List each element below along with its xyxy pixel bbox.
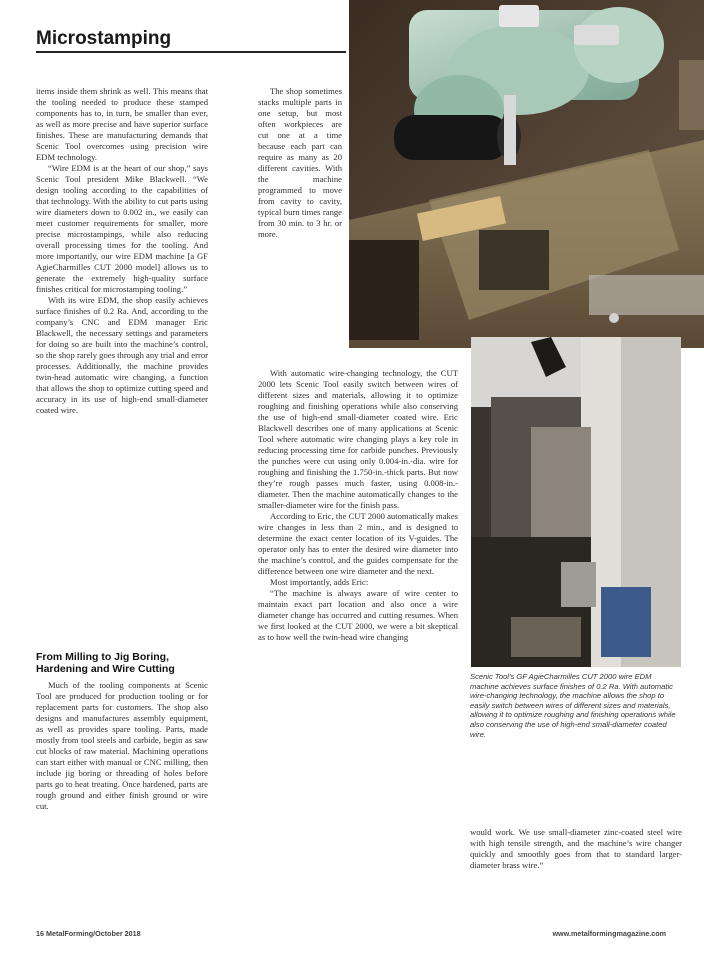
col2-paragraph-4: Most importantly, adds Eric: — [270, 577, 369, 587]
column-2-lower — [258, 368, 458, 904]
footer-website: www.metalformingmagazine.com — [552, 929, 666, 938]
col1-paragraph-3: With its wire EDM, the shop easily achieves surface finishes of 0.2 Ra. And, according to the company’s CNC and EDM manager Eric Blackwell, the necessary settings and parameters for doing so are built into the machine’s control, so the shop rarely goes through any trial and error processes. Additionally, the machine provides twin-head automatic wire changing, a function that allows the shop to optimize cutting speed and accuracy in its use of high-end small-diameter coated wire. — [36, 295, 208, 415]
column-3 — [470, 827, 682, 905]
photo-caption: Scenic Tool’s GF AgieCharmilles CUT 2000 wire EDM machine achieves surface finishes of 0.2 Ra. With automatic wire-changing technology, the machine allows the shop to easily switch between wires of different sizes and materials, allowing it to optimize roughing and finishing operations while also conserving the use of high-end small-diameter coated wire. — [470, 672, 676, 739]
column-1-upper — [36, 86, 208, 646]
col2-paragraph-2: With automatic wire-changing technology, the CUT 2000 lets Scenic Tool easily switch between wires of different sizes and materials, allowing it to optimize roughing and finishing operations while also conserving the use of high-end small-diameter coated wire. Eric Blackwell describes one of many applications at Scenic Tool where automatic wire changing plays a key role in reducing processing time for carbide punches. Previously the punches were cut using only 0.004-in.-dia. wire for roughing and finishing the 1.750-in.-thick parts. But now they’re rough passes much faster, using 0.008-in.-diameter. Then the machine automatically changes to the smaller-diameter wire for the finish pass. — [258, 368, 458, 510]
col1-paragraph-4: Much of the tooling components at Scenic Tool are produced for production tooling or for replacement parts for customers. The shop also designs and manufactures assembly equipment, as well as provides spare tooling. Parts, made mostly from tool steels and carbide, begin as saw cut blocks of raw material. Machining operations can start either with manual or CNC milling, then include jig boring or threading of holes before parts go to heat treating. Once hardened, parts are rough ground and either finish ground or wire cut. — [36, 680, 208, 811]
edm-machine-photo — [349, 0, 704, 348]
section-title: Microstamping — [36, 28, 172, 49]
shop-interior-photo — [471, 337, 681, 667]
col2-paragraph-1: The shop sometimes stacks multiple parts in one setup, but most often workpieces are cut one at a time because each part can require as many as 20 different cavities. With the machine programmed to move from cavity to cavity, typical burn times range from 30 min. to 3 hr. or more. — [258, 86, 342, 239]
section-header — [36, 28, 346, 50]
column-1-lower — [36, 680, 208, 902]
col1-paragraph-1: items inside them shrink as well. This means that the tooling needed to produce these stamped components has to, in turn, be smaller than ever, as well as more precise and have superior surface finishes. These are manufacturing demands that Scenic Tool overcomes using precision wire EDM technology. — [36, 86, 208, 162]
col2-paragraph-5: “The machine is always aware of wire center to maintain exact part location and also once a wire diameter change has occurred and cutting resumes. When we first looked at the CUT 2000, we were a bit skeptical as to how well the twin-head wire changing — [258, 588, 458, 642]
col3-paragraph-1: would work. We use small-diameter zinc-coated steel wire with high tensile strength, and the machine’s wire changer quickly and smoothly goes from that to standard larger-diameter brass wire.” — [470, 827, 682, 870]
header-rule — [36, 51, 346, 53]
subhead-milling: From Milling to Jig Boring, Hardening and Wire Cutting — [36, 651, 175, 675]
edm-machine-illustration — [349, 0, 704, 348]
shop-interior-illustration — [471, 337, 681, 667]
col1-paragraph-2: “Wire EDM is at the heart of our shop,” says Scenic Tool president Mike Blackwell. “We design tooling according to the capabilities of that technology. With the ability to cut parts using wire diameters down to 0.002 in., we easily can meet customer requirements for smaller, more precise microstampings, while also reducing overall processing times for the tooling. And more importantly, our wire EDM machine [a GF AgieCharmilles CUT 2000 model] allows us to generate the extremely high-quality surface finishes critical for microstamping tooling.” — [36, 163, 208, 294]
col2-paragraph-3: According to Eric, the CUT 2000 automatically makes wire changes in less than 2 min., and is designed to determine the exact center location of its V-guides. The operator only has to enter the desired wire diameter into the machine’s control, and the guides compensate for the difference between one wire diameter and the next. — [258, 511, 458, 576]
column-2-upper — [258, 86, 342, 368]
footer-page-info: 16 MetalForming/October 2018 — [36, 929, 141, 938]
